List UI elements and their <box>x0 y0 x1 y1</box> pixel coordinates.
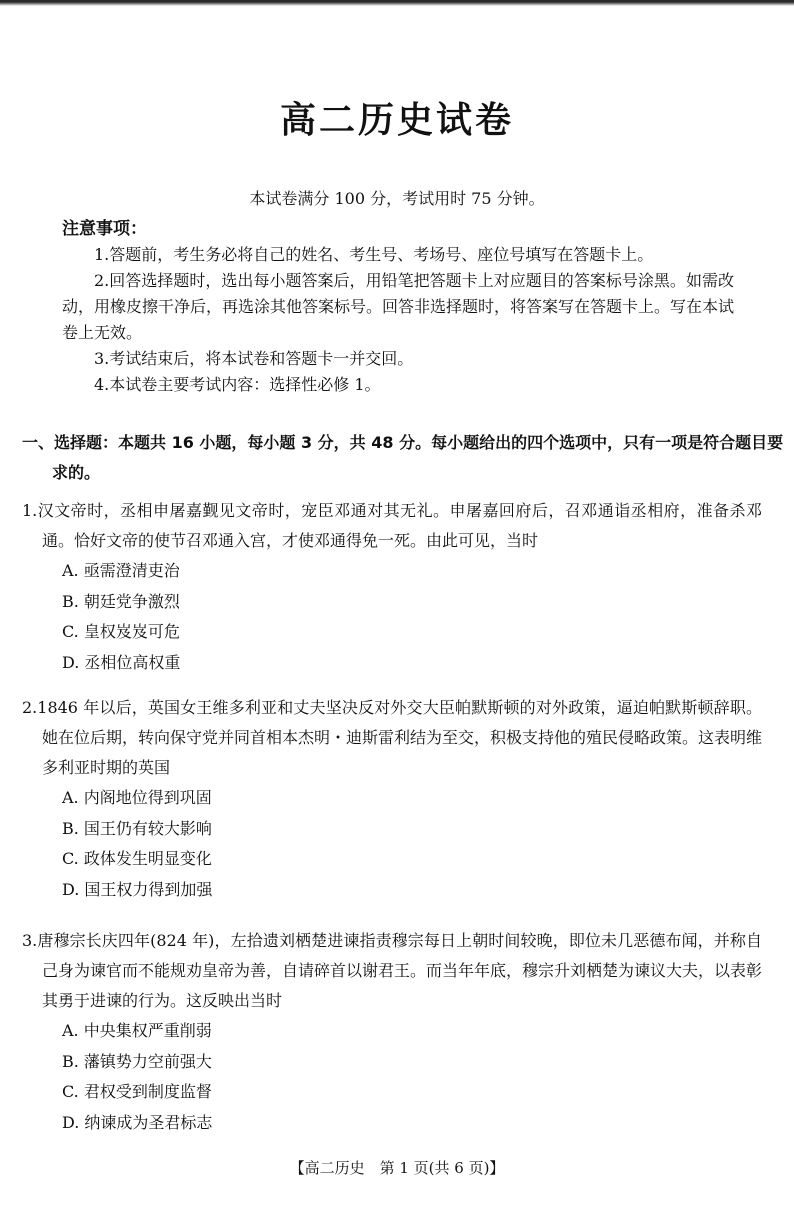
exam-info: 本试卷满分 100 分，考试用时 75 分钟。 <box>249 189 545 208</box>
option-a: A. 内阁地位得到巩固 <box>62 788 212 807</box>
note-item: 1.答题前，考生务必将自己的姓名、考生号、考场号、座位号填写在答题卡上。 <box>94 245 654 264</box>
option-c: C. 君权受到制度监督 <box>62 1082 212 1101</box>
option-b: B. 国王仍有较大影响 <box>62 818 212 838</box>
question-stem: 3.唐穆宗长庆四年(824 年)，左拾遗刘栖楚进谏指责穆宗每日上朝时间较晚，即位未几恶德布闻，并称自己身为谏官而不能规劝皇帝为善，自请碎首以谢君王。而当年年底，穆宗升刘栖楚为谏议大夫，以表彰其勇于进谏的行为。这反映出当时 <box>22 931 763 1010</box>
question-3 <box>22 926 762 1138</box>
option-b: B. 藩镇势力空前强大 <box>62 1051 212 1071</box>
question-1 <box>22 496 762 678</box>
notes-heading: 注意事项： <box>62 219 147 239</box>
section-heading: 一、选择题：本题共 16 小题，每小题 3 分，共 48 分。每小题给出的四个选项中，只有一项是符合题目要求的。 <box>22 433 784 482</box>
note-item: 2.回答选择题时，选出每小题答案后，用铅笔把答题卡上对应题目的答案标号涂黑。如需改动，用橡皮擦干净后，再选涂其他答案标号。回答非选择题时，将答案写在答题卡上。写在本试卷上无效。 <box>62 271 735 342</box>
option-c: C. 皇权岌岌可危 <box>62 622 180 641</box>
option-b: B. 朝廷党争激烈 <box>62 591 180 611</box>
scan-edge <box>0 0 794 6</box>
note-item: 4.本试卷主要考试内容：选择性必修 1。 <box>94 375 381 394</box>
option-a: A. 中央集权严重削弱 <box>62 1021 212 1040</box>
option-c: C. 政体发生明显变化 <box>62 849 212 868</box>
option-d: D. 丞相位高权重 <box>62 652 181 672</box>
option-a: A. 亟需澄清吏治 <box>62 561 180 580</box>
note-item: 3.考试结束后，将本试卷和答题卡一并交回。 <box>94 349 414 368</box>
question-stem: 2.1846 年以后，英国女王维多利亚和丈夫坚决反对外交大臣帕默斯顿的对外政策，逼迫帕默斯顿辞职。她在位后期，转向保守党并同首相本杰明・迪斯雷利结为至交，积极支持他的殖民侵略政策。这表明维多利亚时期的英国 <box>22 698 763 777</box>
exam-title: 高二历史试卷 <box>279 100 514 141</box>
option-d: D. 纳谏成为圣君标志 <box>62 1112 213 1132</box>
question-2 <box>22 693 762 905</box>
option-d: D. 国王权力得到加强 <box>62 879 213 899</box>
notes-list <box>62 242 734 398</box>
question-stem: 1.汉文帝时，丞相申屠嘉觐见文帝时，宠臣邓通对其无礼。申屠嘉回府后，召邓通诣丞相府，准备杀邓通。恰好文帝的使节召邓通入宫，才使邓通得免一死。由此可见，当时 <box>22 501 762 550</box>
page-footer: 【高二历史 第 1 页(共 6 页)】 <box>289 1159 505 1177</box>
